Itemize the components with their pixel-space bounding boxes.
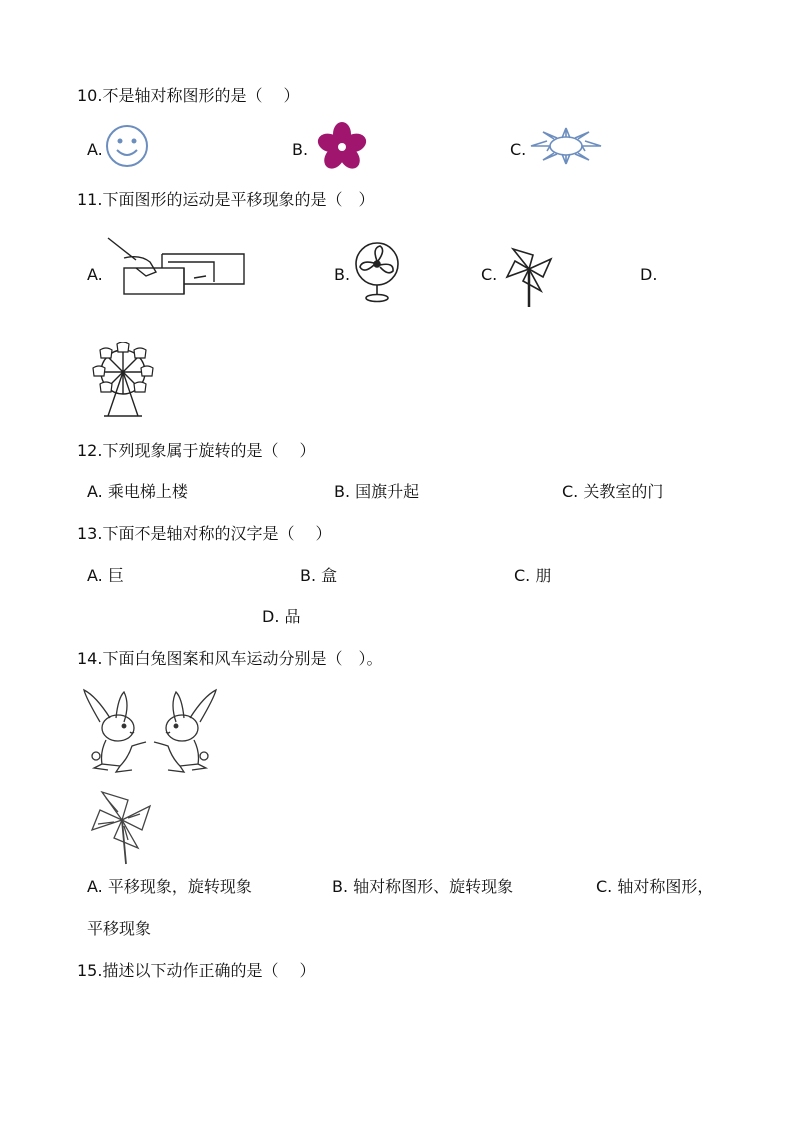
q13-option-b[interactable]: B. 盒 [300, 566, 338, 585]
q10-option-a-label[interactable]: A. [87, 140, 103, 159]
q11-option-a-label[interactable]: A. [87, 265, 103, 284]
q13-option-a[interactable]: A. 巨 [87, 566, 124, 585]
q10-option-c-label[interactable]: C. [510, 140, 527, 159]
q13-stem: 13.下面不是轴对称的汉字是（ ） [77, 524, 332, 543]
drawer-pull-icon [106, 236, 248, 298]
q12-option-b[interactable]: B. 国旗升起 [334, 482, 420, 501]
q12-stem: 12.下列现象属于旋转的是（ ） [77, 441, 316, 460]
q12-option-c[interactable]: C. 关教室的门 [562, 482, 664, 501]
q14-option-b[interactable]: B. 轴对称图形、旋转现象 [332, 877, 514, 896]
q11-option-b-label[interactable]: B. [334, 265, 351, 284]
q10-stem: 10.不是轴对称图形的是（ ） [77, 86, 300, 105]
q12-option-a[interactable]: A. 乘电梯上楼 [87, 482, 188, 501]
q14-stem: 14.下面白兔图案和风车运动分别是（ ）。 [77, 649, 383, 668]
rabbits-icon [80, 688, 220, 774]
q15-stem: 15.描述以下动作正确的是（ ） [77, 961, 316, 980]
q13-option-c[interactable]: C. 朋 [514, 566, 552, 585]
q13-option-d[interactable]: D. 品 [262, 607, 301, 626]
q14-option-c-continued: 平移现象 [87, 919, 152, 938]
electric-fan-icon [350, 240, 404, 304]
bauhinia-flower-icon [316, 122, 368, 172]
pinwheel-sketch-icon [84, 786, 160, 866]
smiley-face-icon [104, 124, 150, 168]
q14-option-c[interactable]: C. 轴对称图形， [596, 877, 714, 896]
sun-icon [529, 126, 603, 166]
pinwheel-icon [503, 241, 557, 309]
q11-option-c-label[interactable]: C. [481, 265, 498, 284]
q11-stem: 11.下面图形的运动是平移现象的是（ ） [77, 190, 375, 209]
q14-option-a[interactable]: A. 平移现象，旋转现象 [87, 877, 252, 896]
q11-option-d-label[interactable]: D. [640, 265, 658, 284]
q10-option-b-label[interactable]: B. [292, 140, 309, 159]
ferris-wheel-icon [90, 342, 156, 418]
